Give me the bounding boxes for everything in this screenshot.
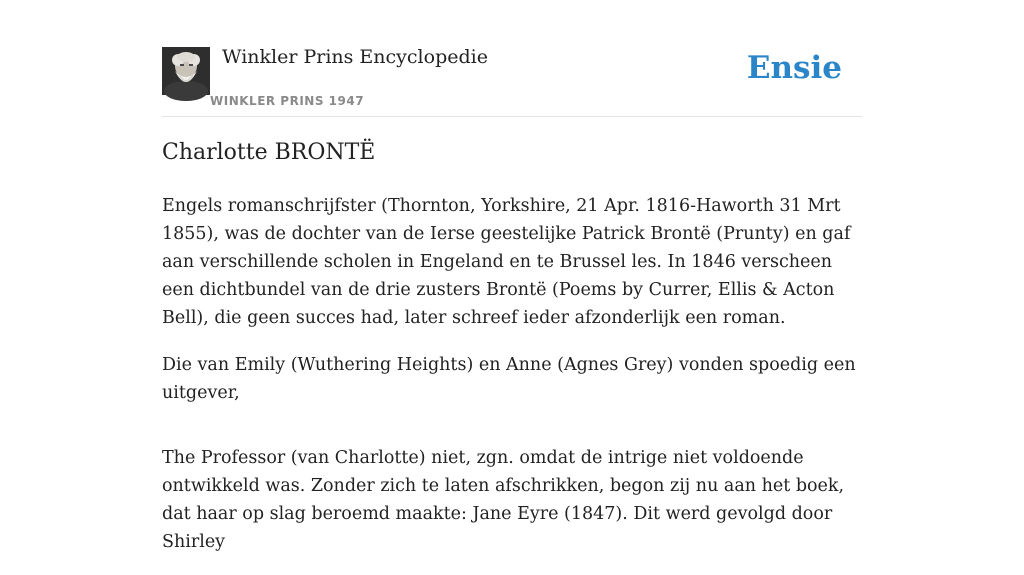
- article-title: Charlotte BRONTË: [162, 140, 376, 165]
- article-body: [162, 192, 867, 575]
- ensie-logo[interactable]: Ensie: [746, 50, 842, 86]
- bearded-man-portrait-icon: [162, 47, 210, 95]
- source-subtitle[interactable]: WINKLER PRINS 1947: [210, 94, 365, 108]
- article-paragraph-3: The Professor (van Charlotte) niet, zgn. omdat de intrige niet voldoende ontwikkeld was. Zonder zich te laten afschrikken, begon zij nu aan het boek, dat haar op slag beroemd maakte: Jane Eyre (1847). Dit werd gevolgd door Shirley: [162, 448, 845, 552]
- article-header: [162, 46, 862, 117]
- source-title[interactable]: Winkler Prins Encyclopedie: [222, 46, 488, 68]
- source-avatar[interactable]: [162, 47, 210, 95]
- article-paragraph-1: Engels romanschrijfster (Thornton, Yorkshire, 21 Apr. 1816-Haworth 31 Mrt 1855), was de dochter van de Ierse geestelijke Patrick Brontë (Prunty) en gaf aan verschillende scholen in Engeland en te Brussel les. In 1846 verscheen een dichtbundel van de drie zusters Brontë (Poems by Currer, Ellis & Acton Bell), die geen succes had, later schreef ieder afzonderlijk een roman.: [162, 196, 851, 328]
- article-paragraph-2: Die van Emily (Wuthering Heights) en Anne (Agnes Grey) vonden spoedig een uitgever,: [162, 355, 856, 403]
